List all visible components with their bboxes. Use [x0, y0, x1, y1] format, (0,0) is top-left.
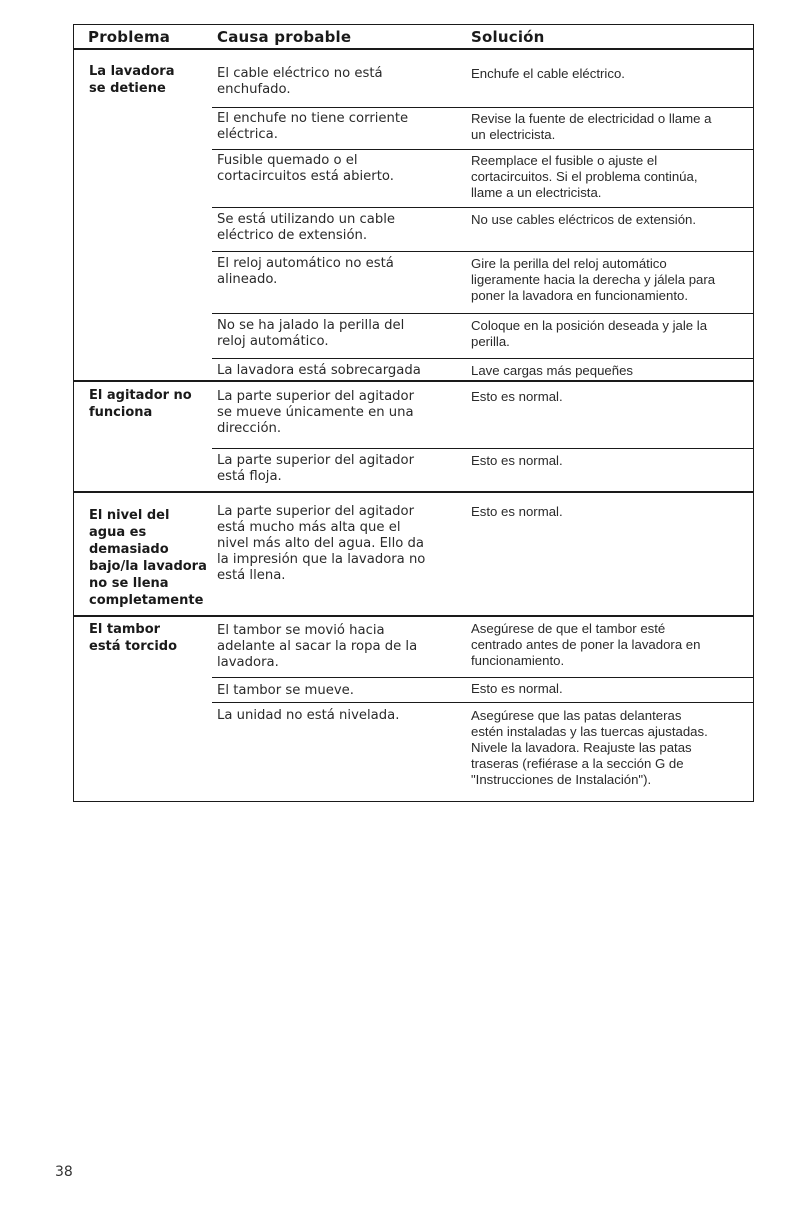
- troubleshooting-table: [73, 24, 754, 802]
- cause-cell: La parte superior del agitador está mucho más alta que el nivel más alto del agua. Ello da la impresión que la lavadora no está llena.: [217, 504, 426, 583]
- row-divider: [212, 677, 753, 678]
- problem-cell: El tambor está torcido: [89, 622, 178, 654]
- row-divider: [212, 107, 753, 108]
- row-divider: [212, 313, 753, 314]
- row-divider: [212, 251, 753, 252]
- cause-cell: La unidad no está nivelada.: [217, 708, 400, 723]
- solution-cell: Gire la perilla del reloj automático ligeramente hacia la derecha y jálela para poner la lavadora en funcionamiento.: [471, 256, 716, 303]
- problem-cell: El nivel del agua es demasiado bajo/la lavadora no se llena completamente: [89, 508, 207, 608]
- solution-cell: Esto es normal.: [471, 453, 563, 468]
- row-divider: [212, 702, 753, 703]
- row-divider: [212, 149, 753, 150]
- solution-cell: Asegúrese que las patas delanteras estén instaladas y las tuercas ajustadas. Nivele la lavadora. Reajuste las patas traseras (refiérase a la sección G de "Instrucciones de Instalación").: [471, 708, 708, 787]
- cause-cell: No se ha jalado la perilla del reloj automático.: [217, 318, 405, 349]
- cause-cell: El cable eléctrico no está enchufado.: [217, 66, 383, 97]
- solution-cell: Lave cargas más pequeñes: [471, 363, 634, 378]
- row-divider: [212, 207, 753, 208]
- solution-cell: Revise la fuente de electricidad o llame a un electricista.: [471, 111, 712, 142]
- solution-cell: Coloque en la posición deseada y jale la perilla.: [471, 318, 708, 349]
- solution-cell: Asegúrese de que el tambor esté centrado antes de poner la lavadora en funcionamiento.: [471, 621, 701, 668]
- row-divider: [212, 358, 753, 359]
- table-header: [74, 25, 753, 50]
- solution-cell: Reemplace el fusible o ajuste el cortacircuitos. Si el problema continúa, llame a un electricista.: [471, 153, 698, 200]
- header-cause: Causa probable: [217, 28, 352, 46]
- cause-cell: La parte superior del agitador está floja.: [217, 453, 415, 484]
- cause-cell: El tambor se movió hacia adelante al sacar la ropa de la lavadora.: [217, 623, 418, 670]
- cause-cell: Fusible quemado o el cortacircuitos está abierto.: [217, 153, 394, 184]
- cause-cell: Se está utilizando un cable eléctrico de extensión.: [217, 212, 396, 243]
- cause-cell: La parte superior del agitador se mueve únicamente en una dirección.: [217, 389, 415, 436]
- solution-cell: Esto es normal.: [471, 504, 563, 519]
- page-number: 38: [55, 1164, 73, 1180]
- problem-cell: La lavadora se detiene: [89, 64, 175, 96]
- header-problem: Problema: [88, 28, 171, 46]
- cause-cell: El tambor se mueve.: [217, 683, 354, 698]
- cause-cell: El enchufe no tiene corriente eléctrica.: [217, 111, 409, 142]
- solution-cell: Esto es normal.: [471, 389, 563, 404]
- solution-cell: No use cables eléctricos de extensión.: [471, 212, 697, 227]
- group-divider: [74, 615, 753, 617]
- header-solution: Solución: [471, 28, 545, 46]
- cause-cell: El reloj automático no está alineado.: [217, 256, 394, 287]
- group-divider: [74, 380, 753, 382]
- problem-cell: El agitador no funciona: [89, 388, 192, 420]
- cause-cell: La lavadora está sobrecargada: [217, 363, 421, 378]
- solution-cell: Enchufe el cable eléctrico.: [471, 66, 625, 81]
- group-divider: [74, 491, 753, 493]
- row-divider: [212, 448, 753, 449]
- solution-cell: Esto es normal.: [471, 681, 563, 696]
